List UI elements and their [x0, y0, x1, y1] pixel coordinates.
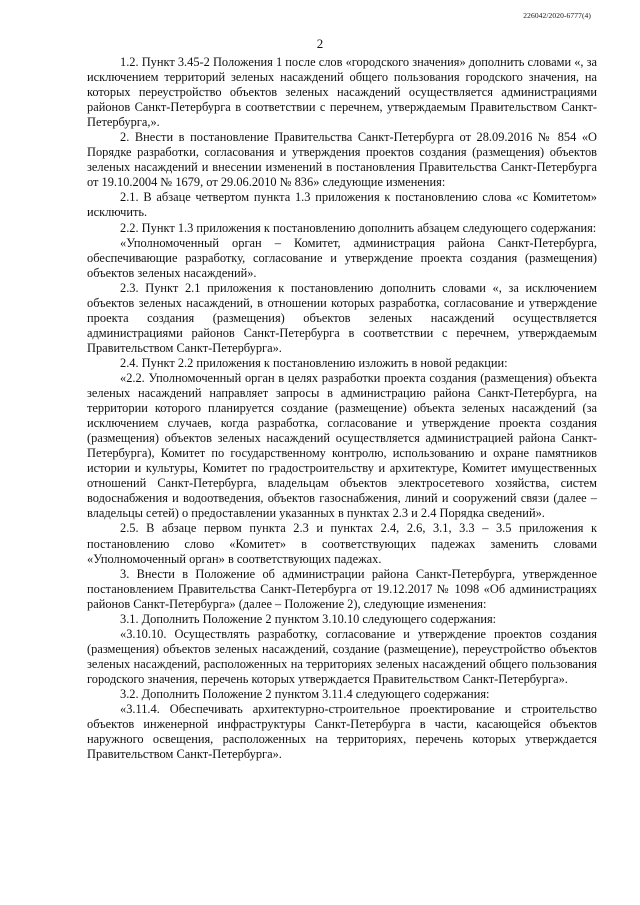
- paragraph-2: 2. Внести в постановление Правительства Санкт-Петербурга от 28.09.2016 № 854 «О Порядке разработки, согласования и утверждения проектов создания (размещения) объектов зеленых насаждений и внесении изменений в постановления Правительства Санкт-Петербурга от 19.10.2004 № 1679, от 29.06.2010 № 836» следующие изменения:: [87, 130, 597, 190]
- document-id: 226042/2020-6777(4): [523, 11, 591, 20]
- paragraph-3: 3. Внести в Положение об администрации района Санкт-Петербурга, утвержденное постановлением Правительства Санкт-Петербурга от 19.12.2017 № 1098 «Об администрациях районов Санкт-Петербурга» (далее – Положение 2), следующие изменения:: [87, 566, 597, 611]
- paragraph-1-2: 1.2. Пункт 3.45-2 Положения 1 после слов «городского значения» дополнить словами «, за исключением территорий зеленых насаждений общего пользования городского значения, на которых переустройство объектов зеленых насаждений осуществляется администрациями районов Санкт-Петербурга в соответствии с перечнем, утверждаемым Правительством Санкт-Петербурга,».: [87, 55, 597, 130]
- paragraph-2-3: 2.3. Пункт 2.1 приложения к постановлению дополнить словами «, за исключением объектов зеленых насаждений, в отношении которых разработка, согласование и утверждение проекта создания (размещения) объектов зеленых насаждений осуществляется администрациями районов Санкт-Петербурга в соответствии с перечнем, утверждаемым Правительством Санкт-Петербурга».: [87, 280, 597, 355]
- paragraph-3-2: 3.2. Дополнить Положение 2 пунктом 3.11.4 следующего содержания:: [120, 686, 490, 701]
- page-number: 2: [316, 36, 324, 51]
- paragraph-3-2-quote: «3.11.4. Обеспечивать архитектурно-строительное проектирование и строительство объектов инженерной инфраструктуры Санкт-Петербурга в части, касающейся объектов наружного освещения, расположенных на территориях, перечень которых утверждается Правительством Санкт-Петербурга».: [87, 702, 597, 762]
- paragraph-3-1-quote: «3.10.10. Осуществлять разработку, согласование и утверждение проектов создания (размещения) объектов зеленых насаждений, создание (размещение), переустройство объектов зеленых насаждений, расположенных на территориях зеленых насаждений общего пользования городского значения, перечень которых утверждается Правительством Санкт-Петербурга».: [87, 626, 597, 686]
- paragraph-2-5: 2.5. В абзаце первом пункта 2.3 и пунктах 2.4, 2.6, 3.1, 3.3 – 3.5 приложения к постановлению слово «Комитет» в соответствующих падежах заменить словами «Уполномоченный орган» в соответствующих падежах.: [87, 521, 597, 566]
- paragraph-2-1: 2.1. В абзаце четвертом пункта 1.3 приложения к постановлению слова «с Комитетом» исключить.: [87, 190, 597, 220]
- paragraph-2-2: 2.2. Пункт 1.3 приложения к постановлению дополнить абзацем следующего содержания:: [120, 220, 597, 235]
- paragraph-2-4-quote: «2.2. Уполномоченный орган в целях разработки проекта создания (размещения) объекта зеленых насаждений направляет запросы в администрацию района Санкт-Петербурга, на территории которого планируется создание (размещение) объекта зеленых насаждений (за исключением случаев, когда разработка, согласование и утверждение проекта создания (размещения) объектов зеленых насаждений осуществляется администрацией района Санкт-Петербурга), Комитет по государственному контролю, использованию и охране памятников истории и культуры, Комитет по градостроительству и архитектуре, Комитет имущественных отношений Санкт-Петербурга, владельцам объектов электросетевого хозяйства, систем водоснабжения и водоотведения, объектов газоснабжения, линий и сооружений связи (далее – владельцы сетей) о предоставлении указанных в пунктах 2.3 и 2.4 Порядка сведений».: [87, 370, 597, 521]
- paragraph-3-1: 3.1. Дополнить Положение 2 пунктом 3.10.10 следующего содержания:: [120, 611, 497, 626]
- document-body: [87, 55, 597, 762]
- paragraph-2-2-quote: «Уполномоченный орган – Комитет, администрация района Санкт-Петербурга, обеспечивающие разработку, согласование и утверждение проекта создания (размещения) объектов зеленых насаждений».: [87, 235, 597, 280]
- paragraph-2-4: 2.4. Пункт 2.2 приложения к постановлению изложить в новой редакции:: [120, 355, 508, 370]
